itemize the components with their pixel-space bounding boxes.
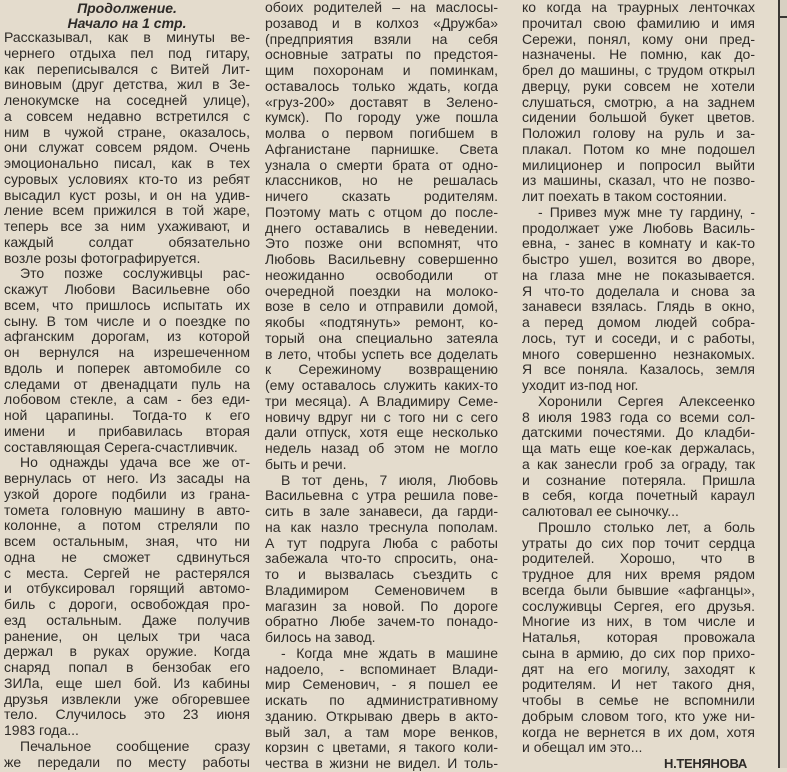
text-line: а перед домом людей собра-	[522, 315, 755, 330]
text-line: евна, - занес в комнату и как-то	[522, 236, 755, 252]
text-line: занавеси взялась. Глядь в окно,	[522, 299, 755, 315]
text-line: брел до машины, с трудом открыл	[522, 63, 755, 78]
text-line: Рассказывал, как в минуты ве-	[4, 30, 250, 45]
text-line: Хоронили Сергея Алексеенко	[538, 393, 755, 409]
text-line: когда не вернется в их дом, хотя	[522, 724, 755, 740]
text-line: всегда были бывшие «афганцы»,	[522, 582, 755, 598]
text-line: 8 июля 1983 года со всеми сол-	[522, 409, 755, 425]
text-line: Это позже сослуживцы рас-	[20, 266, 250, 282]
text-line: Положил голову на руль и за-	[522, 126, 755, 141]
text-line: на как назло треснула пополам.	[265, 519, 498, 535]
text-line: и обещал им это...	[522, 740, 643, 756]
text-line: одна не сможет сдвинуться	[4, 549, 250, 565]
text-line: ничего сказать родителям.	[265, 189, 498, 204]
text-line: сить в зале занавеси, да гарди-	[265, 504, 498, 519]
paragraph	[265, 0, 498, 473]
text-line: утраты до сих пор точит сердца	[522, 535, 755, 551]
text-line: очередной поездки на молоко-	[265, 283, 498, 299]
text-line: родителей. Хорошо, что в	[522, 551, 755, 567]
text-line: биль с дороги, освобождая про-	[4, 597, 250, 612]
text-line: новичу вдруг ни с того ни с сего	[265, 409, 498, 425]
article-column-2	[265, 0, 498, 772]
text-line: высадил куст розы, и он на удив-	[4, 187, 250, 203]
text-line: Наталья, которая провожала	[522, 630, 755, 645]
paragraph	[522, 394, 755, 520]
text-line: сыну. В том числе и о поездке по	[4, 313, 250, 329]
text-line: мир Семенович, - я пошел ее	[265, 677, 498, 693]
text-line: Поэтому мать с отцом до после-	[265, 204, 498, 220]
text-line: ление всем прижился в той жаре,	[4, 203, 250, 219]
paragraph	[522, 205, 755, 394]
text-line: колонне, а потом стреляли по	[4, 518, 250, 534]
text-line: лобовом стекле, а сам - без еди-	[4, 392, 250, 408]
text-line: ЗИЛа, еще шел бой. Из кабины	[4, 675, 250, 691]
text-line: - Привез муж мне ту гардину, -	[538, 204, 755, 220]
continuation-title: Продолжение.	[77, 0, 177, 16]
text-line: розавод и в колхоз «Дружба»	[265, 15, 498, 31]
text-line: дали отпуск, хотя еще несколько	[265, 425, 498, 441]
text-line: три месяца). А Владимиру Семе-	[265, 393, 498, 409]
text-line: - Когда мне ждать в машине	[281, 645, 498, 661]
text-line: ща мать еще кое-как держалась,	[522, 441, 755, 456]
text-line: Печальное сообщение сразу	[20, 738, 250, 754]
text-line: вернулась от него. Из засады на	[4, 471, 250, 486]
text-line: имени и прибавилась вторая	[4, 423, 250, 439]
text-line: всем, что пришлось испытать их	[4, 297, 250, 313]
text-line: добрым словом того, кто уже ни-	[522, 708, 755, 724]
text-line: быстро ушел, возится во дворе,	[522, 252, 755, 267]
text-line: «груз-200» доставят в Зелено-	[265, 94, 498, 110]
article-column-3	[522, 0, 755, 772]
text-line: зданию. Открываю дверь в акто-	[265, 708, 498, 724]
text-line: каждый солдат обязательно	[4, 234, 250, 250]
text-line: салютовал ее сыночку...	[522, 504, 679, 519]
text-line: возе в село и отправили домой,	[265, 299, 498, 315]
text-line: надоело, - вспоминает Влади-	[265, 661, 498, 677]
adjacent-article-rule	[778, 16, 787, 18]
text-line: эмоционально писал, как в тех	[4, 156, 250, 171]
text-line: трудное для них время рядом	[522, 567, 755, 582]
text-line: езд остальным. Даже получив	[4, 612, 250, 628]
text-line: как переписывался с Витей Лит-	[4, 61, 250, 77]
text-line: Владимиром Семеновичем в	[265, 582, 498, 598]
text-line: на глаза мне не показывается.	[522, 267, 755, 283]
text-line: скажут Любови Васильевне обо	[4, 282, 250, 297]
text-line: торый она специально затеяла	[265, 330, 498, 346]
text-line: билось на завод.	[265, 630, 376, 645]
text-line: теперь все за ним ухаживают, и	[4, 219, 250, 234]
text-line: Любовь Васильевну совершенно	[265, 252, 498, 267]
text-line: дверцу, руки совсем не хотели	[522, 78, 755, 94]
text-line: всем остальным, зная, что ни	[4, 534, 250, 549]
text-line: ним в чужой стране, оказалось,	[4, 124, 250, 140]
paragraph	[265, 473, 498, 646]
text-line: обратно Любе зачем-то понадо-	[265, 614, 498, 630]
text-line: тело. Случилось это 23 июня	[4, 707, 250, 723]
text-line: (ему оставалось служить каких-то	[265, 378, 498, 393]
text-line: суровых условиях кто-то из ребят	[4, 171, 250, 187]
paragraph	[265, 646, 498, 772]
text-line: уходит из-под ног.	[522, 378, 639, 393]
text-line: магазин за новой. По дороге	[265, 598, 498, 614]
text-line: из машины, сказал, что не позво-	[522, 173, 755, 189]
text-line: чтобы в семье не вспомнили	[522, 693, 755, 708]
text-line: датскими почестями. До кладби-	[522, 425, 755, 441]
text-line: томета головную машину в авто-	[4, 502, 250, 518]
text-line: Я все поняла. Казалось, земля	[522, 362, 755, 378]
text-line: оставалось только ждать, когда	[265, 78, 498, 94]
paragraph	[522, 520, 755, 756]
article-column-1	[4, 0, 250, 770]
text-line: они служат совсем рядом. Очень	[4, 140, 250, 156]
text-line: продолжает уже Любовь Василь-	[522, 220, 755, 236]
text-line: дят на его могилу, заходят к	[522, 661, 755, 677]
text-line: Афганистане парнишке. Света	[265, 141, 498, 157]
text-line: чества в жизни не видел. И толь-	[265, 756, 498, 771]
text-line: забежала что-то спросить, она-	[265, 551, 498, 567]
text-line: и отбуксировал горящий автомо-	[4, 581, 250, 597]
text-line: ранение, он целых три часа	[4, 628, 250, 644]
text-line: сидении большой букет цветов.	[522, 110, 755, 126]
text-line: Сережи, понял, кому они пред-	[522, 31, 755, 47]
text-line: то и вызвалась съездить с	[265, 567, 498, 582]
text-line: ной царапины. Тогда-то к его	[4, 408, 250, 423]
text-line: недель назад об этом не могло	[265, 441, 498, 456]
text-line: сослуживцы Сергея, его друзья.	[522, 598, 755, 614]
text-line: быть и речи.	[265, 456, 347, 472]
text-line: возле розы фотографируется.	[4, 250, 201, 266]
text-line: Я что-то доделала и снова за	[522, 283, 755, 299]
text-line: А тут подруга Люба с работы	[265, 535, 498, 551]
text-line: чернего отдыха пел под гитару,	[4, 45, 250, 61]
text-line: к Сережиному возвращению	[265, 362, 498, 378]
text-line: молва о первом погибшем в	[265, 126, 498, 141]
text-line: Многие из них, в том числе и	[522, 614, 755, 630]
author-signature: Н.ТЕНЯНОВА	[664, 756, 747, 771]
text-line: плакал. Потом ко мне подошел	[522, 141, 755, 157]
continuation-subtitle: Начало на 1 стр.	[67, 14, 187, 31]
text-line: афганским дорогам, из которой	[4, 329, 250, 345]
text-line: прочитал свою фамилию и имя	[522, 15, 755, 31]
text-line: Но однажды удача все же от-	[20, 455, 250, 471]
text-line: следами от двенадцати пуль на	[4, 376, 250, 392]
text-line: 1983 года...	[4, 723, 79, 738]
text-line: ко когда на траурных ленточках	[522, 0, 755, 15]
text-line: (предприятия взяли на себя	[265, 31, 498, 47]
text-line: лось, тут и соседи, и с работы,	[522, 330, 755, 346]
text-line: друзья извлекли уже обгоревшее	[4, 691, 250, 707]
text-line: милиционер и попросил выйти	[522, 157, 755, 173]
text-line: а как занесли гроб за ограду, так	[522, 456, 755, 472]
paragraph	[4, 455, 250, 739]
text-line: неожиданно освободили от	[265, 267, 498, 283]
paragraph	[522, 0, 755, 205]
text-line: составляющая Серега-счастливчик.	[4, 439, 238, 455]
text-line: корзин с цветами, я такого коли-	[265, 740, 498, 756]
text-line: Прошло столько лет, а боль	[538, 519, 755, 535]
text-line: искать по административному	[265, 693, 498, 708]
text-line: же передали по месту работы	[4, 754, 250, 770]
text-line: слушаться, смотрю, а на заднем	[522, 94, 755, 110]
text-line: а совсем недавно встретился с	[4, 108, 250, 124]
paragraph	[4, 739, 250, 771]
text-line: лит поехать в таком состоянии.	[522, 189, 727, 204]
text-line: ленокумске на соседней улице),	[4, 93, 250, 108]
text-line: снаряд попал в бензобак его	[4, 660, 250, 675]
text-line: основные затраты по предстоя-	[265, 47, 498, 63]
text-line: Васильевна с утра решила пове-	[265, 488, 498, 504]
text-line: Это позже они вспомнят, что	[265, 236, 498, 252]
text-line: и сознание потеряла. Пришла	[522, 472, 755, 488]
text-line: держал в руках оружие. Когда	[4, 644, 250, 660]
paragraph	[4, 30, 250, 266]
text-line: узнала о смерти брата от одно-	[265, 157, 498, 173]
text-line: виновым (друг детства, жил в Зе-	[4, 77, 250, 93]
text-line: с места. Сергей не растерялся	[4, 565, 250, 581]
text-line: в себя, когда почетный караул	[522, 488, 755, 504]
column-divider-rule	[778, 0, 780, 768]
text-line: классников, но не решалась	[265, 173, 498, 189]
paragraph	[4, 266, 250, 455]
text-line: в лето, чтобы успеть все доделать	[265, 346, 498, 362]
text-line: назначены. Не помню, как до-	[522, 47, 755, 63]
text-line: сына в армию, до сих пор прихо-	[522, 645, 755, 661]
text-line: вый зал, а там море венков,	[265, 724, 498, 740]
adjacent-article-edge	[780, 0, 787, 768]
text-line: днего оставались в неведении.	[265, 220, 498, 236]
text-line: родителям. И нет такого дня,	[522, 677, 755, 693]
text-line: якобы «подтянуть» ремонт, ко-	[265, 315, 498, 330]
text-line: вдоль и поперек автомобиле со	[4, 360, 250, 376]
text-line: он вернулся на изрешеченном	[4, 345, 250, 360]
text-line: обоих родителей – на маслосы-	[265, 0, 498, 15]
text-line: кумск). По городу уже пошла	[265, 110, 498, 126]
text-line: много совершенно незнакомых.	[522, 346, 755, 362]
text-line: узкой дороге подбили из грана-	[4, 486, 250, 502]
text-line: В тот день, 7 июля, Любовь	[281, 472, 498, 488]
text-line: щим похоронам и поминкам,	[265, 63, 498, 78]
